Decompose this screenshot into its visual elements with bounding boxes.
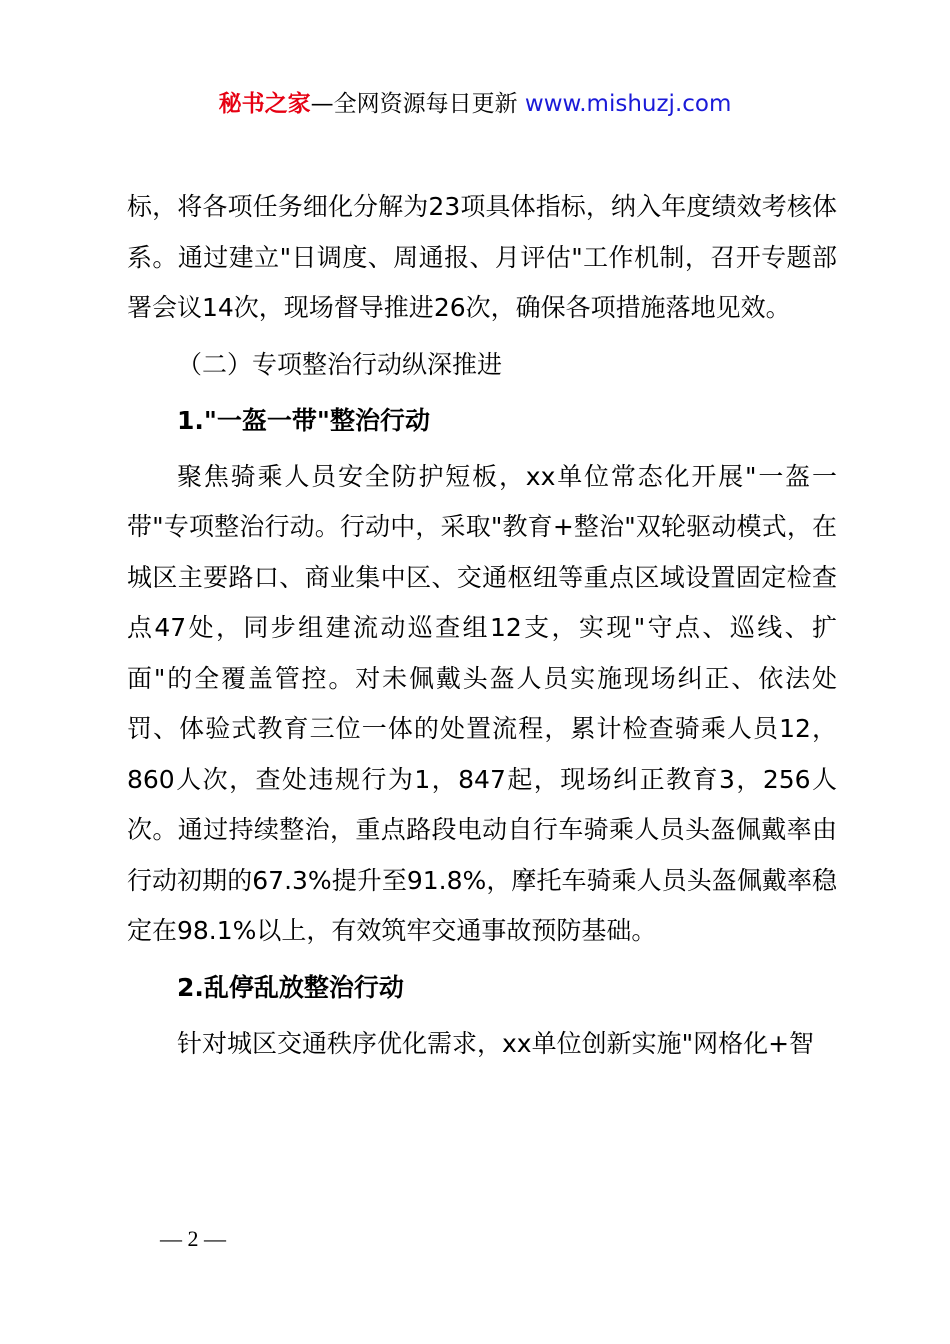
- paragraph-continuation: 标，将各项任务细化分解为23项具体指标，纳入年度绩效考核体系。通过建立"日调度、周通报、月评估"工作机制，召开专题部署会议14次，现场督导推进26次，确保各项措施落地见效。: [127, 192, 837, 322]
- site-url-link[interactable]: www.mishuzj.com: [524, 91, 732, 117]
- subsection-heading-parking: 2.乱停乱放整治行动: [177, 972, 404, 1002]
- document-body: [127, 182, 837, 1069]
- page-number: — 2 —: [160, 1226, 226, 1251]
- site-header: [0, 88, 950, 120]
- paragraph-helmet-campaign: 聚焦骑乘人员安全防护短板，xx单位常态化开展"一盔一带"专项整治行动。行动中，采取"教育+整治"双轮驱动模式，在城区主要路口、商业集中区、交通枢纽等重点区域设置固定检查点47处，同步组建流动巡查组12支，实现"守点、巡线、扩面"的全覆盖管控。对未佩戴头盔人员实施现场纠正、依法处罚、体验式教育三位一体的处置流程，累计检查骑乘人员12，860人次，查处违规行为1，847起，现场纠正教育3，256人次。通过持续整治，重点路段电动自行车骑乘人员头盔佩戴率由行动初期的67.3%提升至91.8%，摩托车骑乘人员头盔佩戴率稳定在98.1%以上，有效筑牢交通事故预防基础。: [127, 461, 837, 945]
- subsection-heading-helmet: 1."一盔一带"整治行动: [177, 405, 430, 435]
- site-tagline: —全网资源每日更新: [310, 91, 525, 117]
- site-brand: 秘书之家: [218, 91, 311, 117]
- section-heading: （二）专项整治行动纵深推进: [177, 349, 503, 379]
- paragraph-parking-campaign: 针对城区交通秩序优化需求，xx单位创新实施"网格化+智: [177, 1028, 815, 1058]
